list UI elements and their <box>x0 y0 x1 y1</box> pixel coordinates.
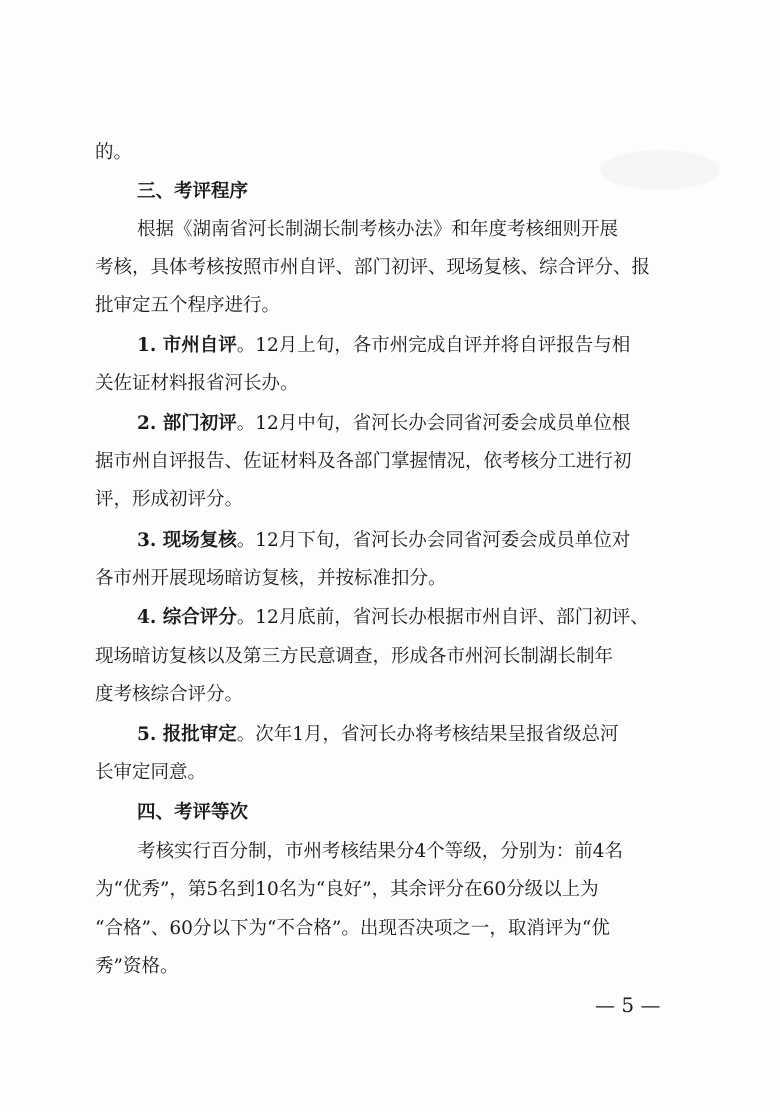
text-line: 关佐证材料报省河长办。 <box>95 373 299 394</box>
text-line: 考核，具体考核按照市州自评、部门初评、现场复核、综合评分、报 <box>95 257 651 278</box>
step-text: 。次年1月，省河长办将考核结果呈报省级总河 <box>236 724 619 745</box>
text-line: 度考核综合评分。 <box>95 684 244 705</box>
text-line: 秀”资格。 <box>95 956 179 977</box>
step-line <box>137 529 630 553</box>
step-title: 2. 部门初评 <box>137 413 237 434</box>
text-line: 现场暗访复核以及第三方民意调查，形成各市州河长制湖长制年 <box>95 646 614 667</box>
text-line: 据市州自评报告、佐证材料及各部门掌握情况，依考核分工进行初 <box>95 451 632 472</box>
step-title: 4. 综合评分 <box>137 607 237 628</box>
scan-smudge <box>600 150 720 190</box>
step-text: 。12月上旬，各市州完成自评并将自评报告与相 <box>236 335 631 356</box>
section-heading: 四、考评等次 <box>137 802 249 823</box>
step-title: 1. 市州自评 <box>137 335 237 356</box>
text-line: 长审定同意。 <box>95 762 207 783</box>
text-line: 的。 <box>95 142 133 163</box>
step-title: 3. 现场复核 <box>137 530 237 551</box>
text-line: 各市州开展现场暗访复核，并按标准扣分。 <box>95 568 447 589</box>
text-line: 根据《湖南省河长制湖长制考核办法》和年度考核细则开展 <box>137 219 619 240</box>
text-line: “合格”、60分以下为“不合格”。出现否决项之一，取消评为“优 <box>95 918 610 939</box>
step-line <box>137 334 630 358</box>
step-text: 。12月下旬，省河长办会同省河委会成员单位对 <box>236 530 631 551</box>
step-line <box>137 412 630 436</box>
step-text: 。12月中旬，省河长办会同省河委会成员单位根 <box>236 413 631 434</box>
step-line <box>137 606 649 630</box>
text-line: 评，形成初评分。 <box>95 489 244 510</box>
step-title: 5. 报批审定 <box>137 724 237 745</box>
text-line: 批审定五个程序进行。 <box>95 295 281 316</box>
text-line: 考核实行百分制，市州考核结果分4个等级，分别为：前4名 <box>137 841 624 862</box>
step-line <box>137 723 619 747</box>
section-heading: 三、考评程序 <box>137 181 249 202</box>
text-line: 为“优秀”，第5名到10名为“良好”，其余评分在60分级以上为 <box>95 879 599 900</box>
page-number: — 5 — <box>595 993 661 1017</box>
step-text: 。12月底前，省河长办根据市州自评、部门初评、 <box>236 607 649 628</box>
